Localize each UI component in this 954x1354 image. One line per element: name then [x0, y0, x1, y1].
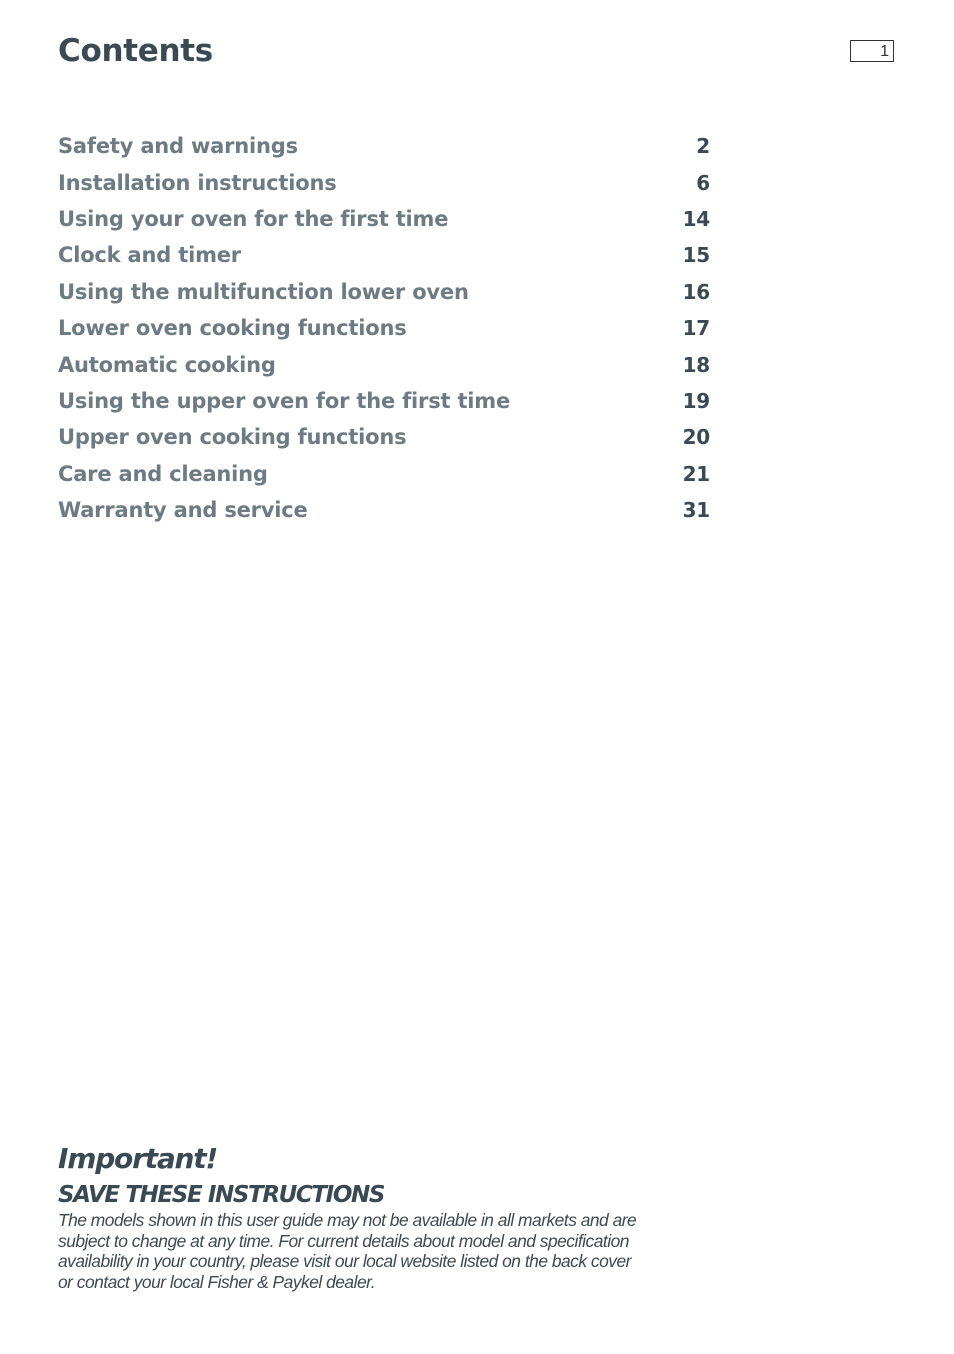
toc-entry-page: 15: [682, 243, 710, 268]
toc-entry-page: 16: [682, 279, 710, 304]
toc-entry-multifunction-lower-oven[interactable]: [58, 274, 710, 310]
toc-entry-page: 14: [682, 206, 710, 231]
disclaimer-line: or contact your local Fisher & Paykel dealer.: [58, 1271, 376, 1292]
toc-entry-page: 20: [682, 425, 710, 450]
toc-entry-page: 31: [682, 498, 710, 523]
save-instructions-heading: SAVE THESE INSTRUCTIONS: [58, 1182, 384, 1208]
toc-entry-page: 6: [696, 170, 710, 195]
page-number-box: [850, 40, 894, 62]
toc-entry-automatic-cooking[interactable]: [58, 346, 710, 382]
toc-entry-first-time[interactable]: [58, 201, 710, 237]
toc-entry-title: Clock and timer: [58, 243, 241, 268]
toc-entry-page: 21: [682, 461, 710, 486]
page-number: 1: [880, 43, 889, 60]
toc-entry-care-cleaning[interactable]: [58, 456, 710, 492]
toc-entry-title: Automatic cooking: [58, 352, 276, 377]
important-notice: [58, 1140, 698, 1292]
toc-entry-title: Upper oven cooking functions: [58, 425, 407, 450]
toc-entry-page: 17: [682, 316, 710, 341]
toc-entry-upper-oven-first-time[interactable]: [58, 383, 710, 419]
toc-entry-title: Warranty and service: [58, 498, 308, 523]
toc-entry-title: Care and cleaning: [58, 461, 268, 486]
table-of-contents: [58, 128, 710, 528]
important-heading: Important!: [58, 1142, 218, 1175]
toc-entry-page: 18: [682, 352, 710, 377]
toc-entry-lower-oven-functions[interactable]: [58, 310, 710, 346]
toc-entry-page: 19: [682, 388, 710, 413]
toc-entry-clock-timer[interactable]: [58, 237, 710, 273]
toc-entry-title: Using the upper oven for the first time: [58, 388, 511, 413]
toc-entry-upper-oven-functions[interactable]: [58, 419, 710, 455]
toc-entry-installation[interactable]: [58, 164, 710, 200]
toc-entry-page: 2: [696, 134, 710, 159]
disclaimer-text: [58, 1210, 698, 1292]
toc-entry-title: Using the multifunction lower oven: [58, 279, 469, 304]
toc-entry-warranty-service[interactable]: [58, 492, 710, 528]
toc-entry-title: Installation instructions: [58, 170, 337, 195]
toc-entry-title: Lower oven cooking functions: [58, 316, 407, 341]
disclaimer-line: subject to change at any time. For current details about model and specification: [58, 1230, 629, 1251]
toc-entry-safety[interactable]: [58, 128, 710, 164]
disclaimer-line: The models shown in this user guide may not be available in all markets and are: [58, 1210, 637, 1230]
toc-entry-title: Safety and warnings: [58, 134, 298, 159]
page-title: Contents: [58, 33, 213, 69]
disclaimer-line: availability in your country, please visit our local website listed on the back cover: [58, 1251, 631, 1272]
toc-entry-title: Using your oven for the first time: [58, 206, 449, 231]
